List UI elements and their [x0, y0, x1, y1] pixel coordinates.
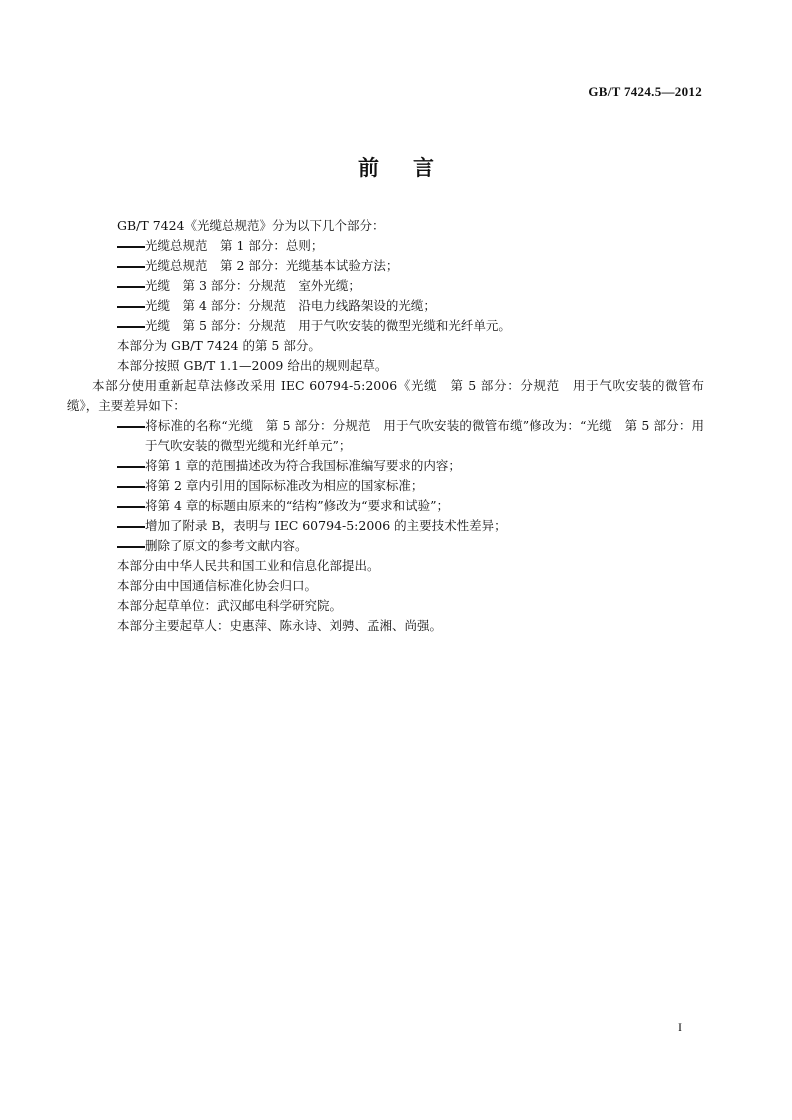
paragraph: 本部分为 GB/T 7424 的第 5 部分。	[117, 338, 321, 353]
dash-mark	[117, 466, 145, 468]
dash-mark	[117, 286, 145, 288]
dash-mark	[117, 306, 145, 308]
dash-list-item: 将第 1 章的范围描述改为符合我国标准编写要求的内容；	[92, 456, 704, 476]
dash-list-item: 将标准的名称“光缆 第 5 部分：分规范 用于气吹安装的微管布缆”修改为：“光缆 第 5 部分：用于气吹安装的微型光缆和光纤单元”；	[92, 416, 704, 456]
paragraph: 本部分起草单位：武汉邮电科学研究院。	[117, 598, 343, 613]
dash-mark	[117, 486, 145, 488]
dash-mark	[117, 266, 145, 268]
page-number: I	[678, 1020, 682, 1034]
paragraph: 本部分使用重新起草法修改采用 IEC 60794-5:2006《光缆 第 5 部分：分规范 用于气吹安装的微管布缆》，主要差异如下：	[67, 378, 704, 413]
dash-mark	[117, 246, 145, 248]
dash-list-item: 删除了原文的参考文献内容。	[92, 536, 704, 556]
dash-mark	[117, 546, 145, 548]
paragraph: 本部分由中国通信标准化协会归口。	[117, 578, 318, 593]
paragraph: GB/T 7424《光缆总规范》分为以下几个部分：	[117, 218, 385, 233]
dash-list-item: 光缆 第 5 部分：分规范 用于气吹安装的微型光缆和光纤单元。	[92, 316, 704, 336]
dash-list-item: 将第 4 章的标题由原来的“结构”修改为“要求和试验”；	[92, 496, 704, 516]
paragraph: 本部分按照 GB/T 1.1—2009 给出的规则起草。	[117, 358, 388, 373]
dash-list-item: 光缆总规范 第 2 部分：光缆基本试验方法；	[92, 256, 704, 276]
foreword-body	[67, 216, 704, 636]
paragraph: 本部分主要起草人：史惠萍、陈永诗、刘骋、孟湘、尚强。	[117, 618, 443, 633]
dash-mark	[117, 506, 145, 508]
dash-list-item: 将第 2 章内引用的国际标准改为相应的国家标准；	[92, 476, 704, 496]
dash-list-item: 光缆 第 3 部分：分规范 室外光缆；	[92, 276, 704, 296]
paragraph: 本部分由中华人民共和国工业和信息化部提出。	[117, 558, 380, 573]
dash-mark	[117, 426, 145, 428]
dash-mark	[117, 526, 145, 528]
dash-list-item: 光缆总规范 第 1 部分：总则；	[92, 236, 704, 256]
dash-list-item: 增加了附录 B，表明与 IEC 60794-5:2006 的主要技术性差异；	[92, 516, 704, 536]
page-title: 前言	[358, 156, 468, 180]
dash-mark	[117, 326, 145, 328]
standard-code: GB/T 7424.5—2012	[588, 84, 702, 99]
dash-list-item: 光缆 第 4 部分：分规范 沿电力线路架设的光缆；	[92, 296, 704, 316]
